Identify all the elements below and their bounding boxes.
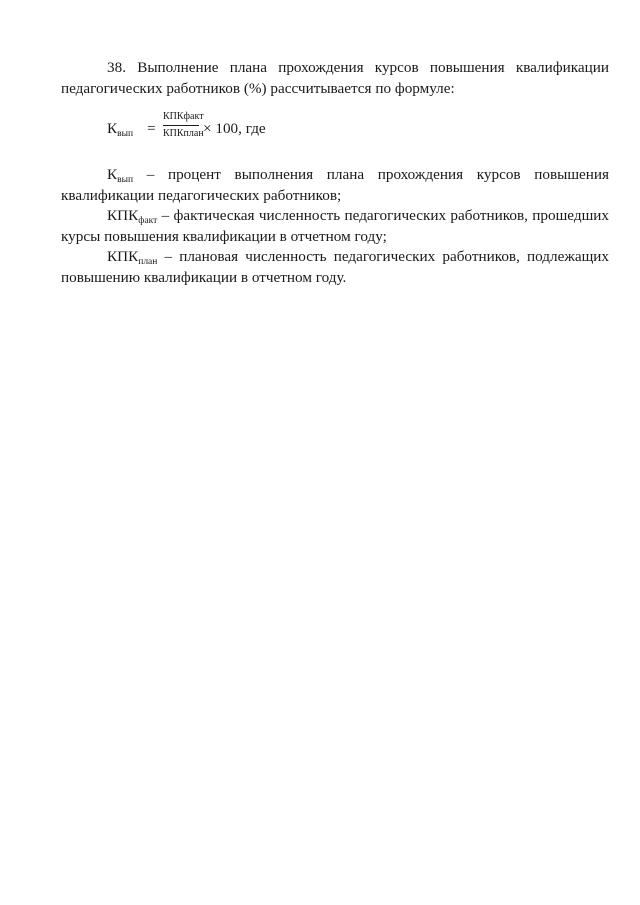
definition-text: – плановая численность педагогических работников, подлежащих повышению квалификации в отчетном году. (61, 248, 609, 286)
formula-lhs-subscript: вып (117, 129, 134, 139)
formula-rhs: × 100, где (203, 120, 266, 137)
definition-kpk-fakt (61, 206, 609, 247)
formula-equals: = (147, 120, 156, 137)
document-page (61, 58, 609, 288)
formula-fraction (163, 111, 204, 140)
definition-kpk-plan (61, 247, 609, 288)
definition-symbol: К (107, 166, 118, 183)
formula-numerator: КПКфакт (163, 111, 204, 122)
definition-subscript: план (138, 257, 158, 267)
definition-text: – процент выполнения плана прохождения курсов повышения квалификации педагогических работников; (61, 166, 609, 204)
formula-lhs-symbol: К (107, 120, 118, 137)
definition-subscript: факт (138, 216, 158, 226)
formula-lhs (107, 119, 133, 139)
definition-text: – фактическая численность педагогических работников, прошедших курсы повышения квалификации в отчетном году; (61, 207, 609, 245)
fraction-bar (163, 125, 199, 126)
definition-symbol: КПК (107, 207, 139, 224)
definition-subscript: вып (117, 175, 134, 185)
formula (107, 111, 609, 153)
definition-k-vyp (61, 165, 609, 206)
definition-symbol: КПК (107, 248, 139, 265)
intro-paragraph: 38. Выполнение плана прохождения курсов повышения квалификации педагогических работников (%) рассчитывается по формуле: (61, 59, 609, 97)
formula-denominator: КПКплан (163, 128, 204, 139)
